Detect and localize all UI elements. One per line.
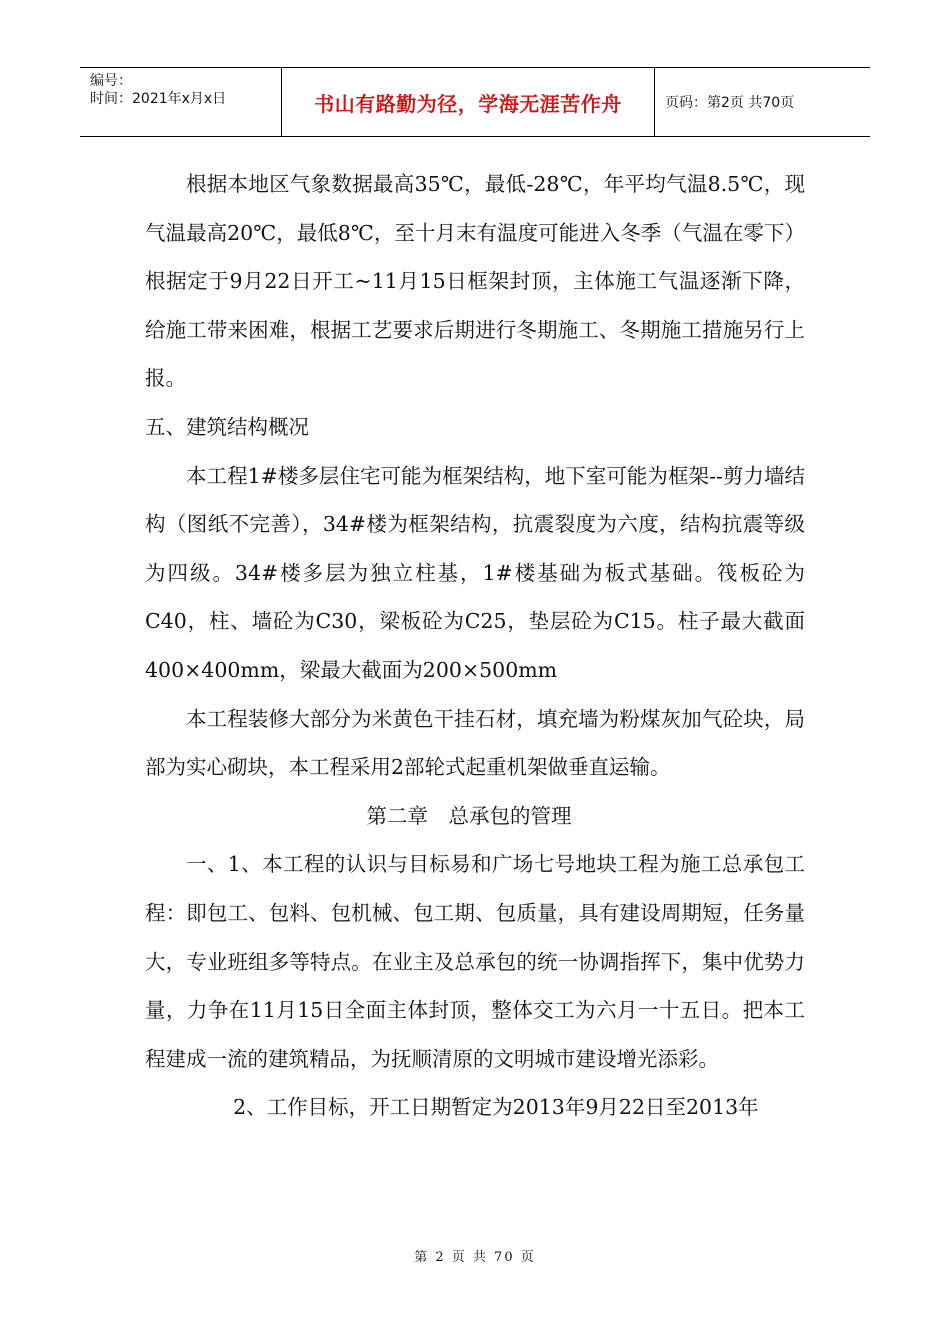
paragraph-structure: 本工程1#楼多层住宅可能为框架结构，地下室可能为框架--剪力墙结构（图纸不完善），34#楼为框架结构，抗震裂度为六度，结构抗震等级为四级。34#楼多层为独立柱基，1#楼基础为板式基础。筏板砼为C40，柱、墙砼为C30，梁板砼为C25，垫层砼为C15。柱子最大截面400×400mm，梁最大截面为200×500mm: [145, 463, 805, 682]
header-motto: 书山有路勤为径，学海无涯苦作舟: [282, 68, 655, 136]
paragraph-decoration: 本工程装修大部分为米黄色干挂石材，填充墙为粉煤灰加气砼块，局部为实心砌块，本工程采用2部轮式起重机架做垂直运输。: [145, 706, 805, 780]
page-footer: 第 2 页 共 70 页: [414, 1250, 536, 1265]
document-body: [145, 160, 805, 1132]
document-time-label: 时间：2021年x月x日: [90, 91, 227, 107]
paragraph-climate: 根据本地区气象数据最高35℃，最低-28℃，年平均气温8.5℃，现气温最高20℃，最低8℃，至十月末有温度可能进入冬季（气温在零下）根据定于9月22日开工~11月15日框架封顶，主体施工气温逐渐下降，给施工带来困难，根据工艺要求后期进行冬期施工、冬期施工措施另行上报。: [145, 172, 805, 391]
header-meta-cell: [80, 68, 282, 136]
chapter-heading: 第二章 总承包的管理: [366, 803, 572, 828]
page-header: [80, 67, 870, 137]
header-page-info: 页码：第2页 共70页: [665, 95, 795, 111]
document-number-label: 编号：: [90, 73, 132, 89]
section-heading-structure: 五、建筑结构概况: [145, 414, 309, 439]
paragraph-work-goal: 2、工作目标，开工日期暂定为2013年9月22日至2013年: [233, 1095, 759, 1120]
paragraph-understanding: 一、1、本工程的认识与目标易和广场七号地块工程为施工总承包工程：即包工、包料、包机械、包工期、包质量，具有建设周期短，任务量大，专业班组多等特点。在业主及总承包的统一协调指挥下，集中优势力量，力争在11月15日全面主体封顶，整体交工为六月一十五日。把本工程建成一流的建筑精品，为抚顺清原的文明城市建设增光添彩。: [145, 852, 805, 1071]
